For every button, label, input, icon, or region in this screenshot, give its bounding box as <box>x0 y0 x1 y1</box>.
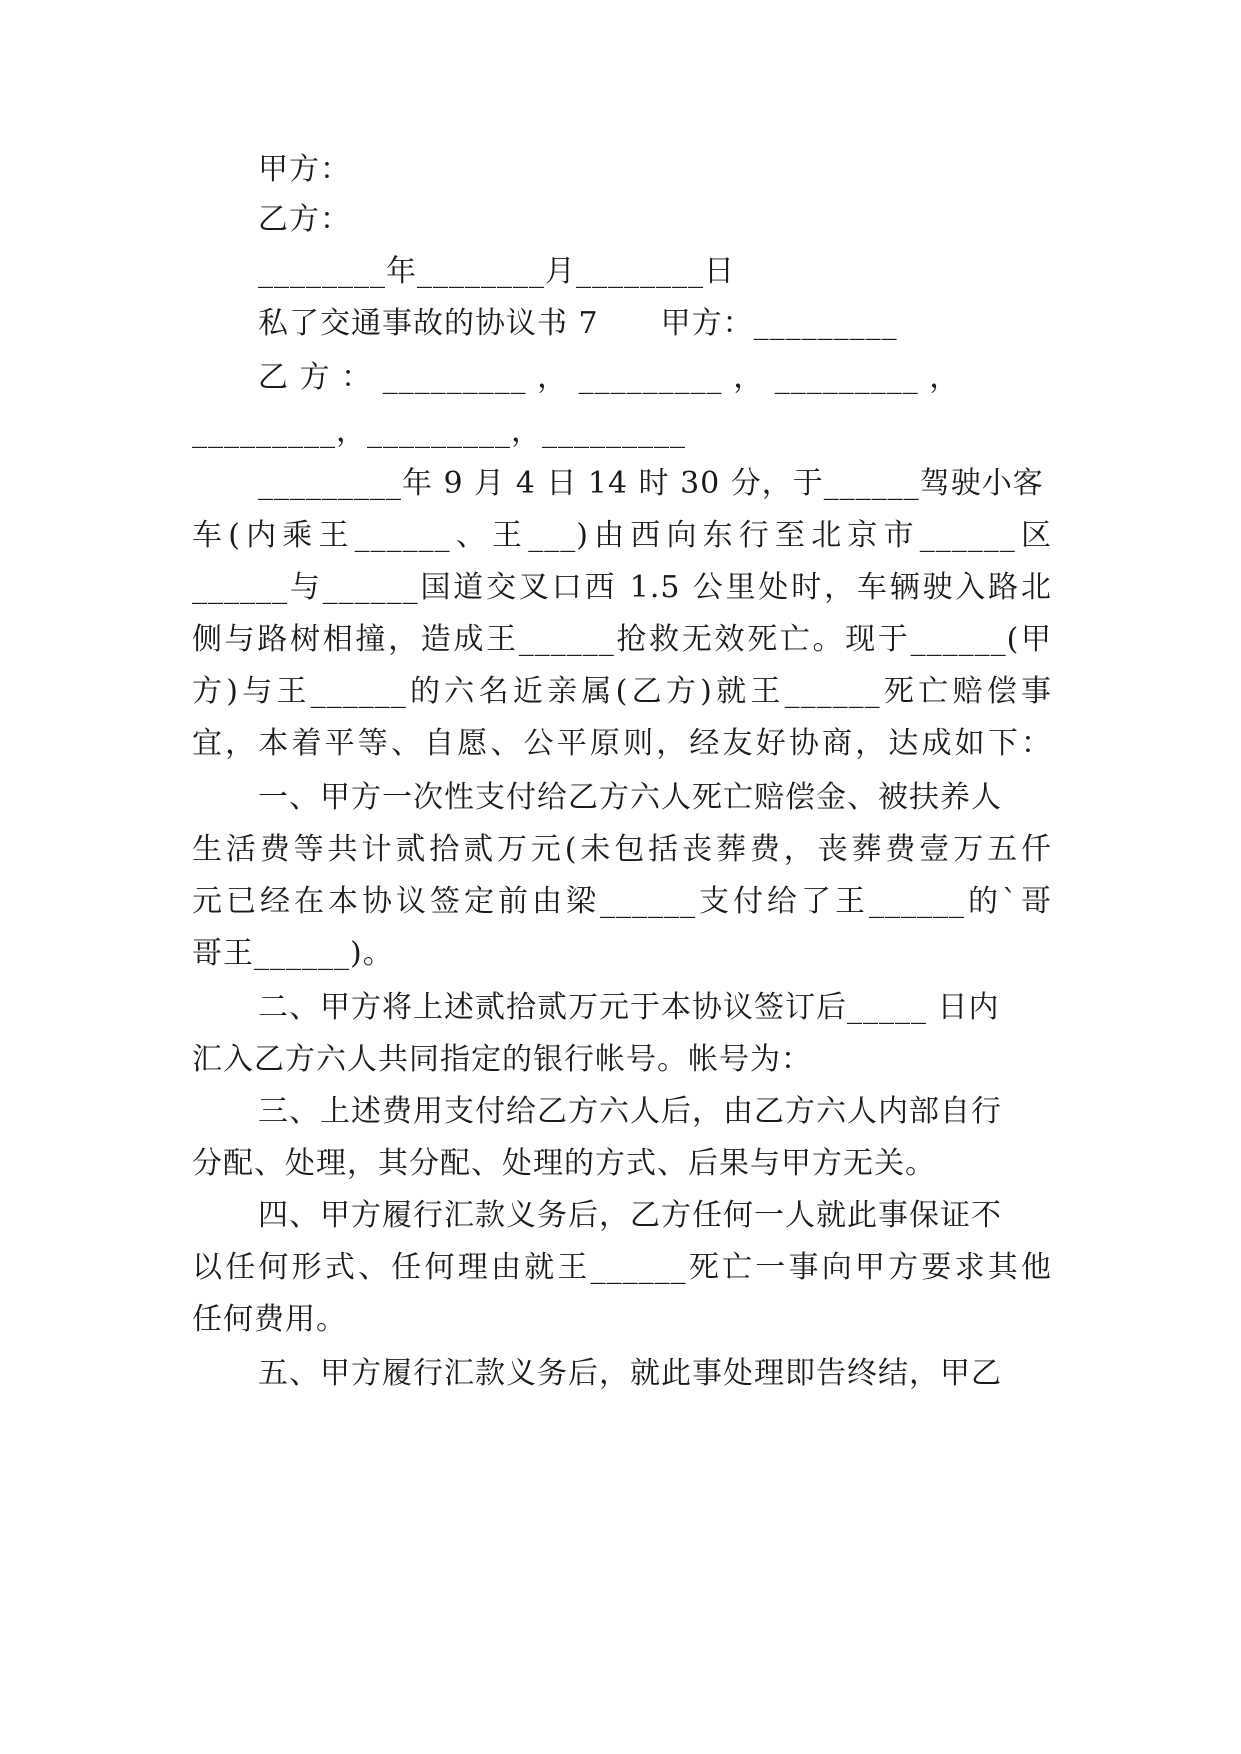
party-b-label: 乙方： <box>258 202 351 237</box>
party-a-label: 甲方： <box>258 152 351 187</box>
paragraph-line: 车(内乘王______、王___)由西向东行至北京市______区 <box>192 518 1052 553</box>
clause-four-line: 任何费用。 <box>192 1302 347 1337</box>
paragraph-line: _________年 9 月 4 日 14 时 30 分，于______驾驶小客 <box>258 466 1044 501</box>
paragraph-line: ______与______国道交叉口西 1.5 公里处时，车辆驶入路北 <box>192 570 1052 605</box>
clause-one-line: 哥王______)。 <box>192 936 394 971</box>
clause-three-line: 分配、处理，其分配、处理的方式、后果与甲方无关。 <box>192 1146 936 1181</box>
clause-one-line: 元已经在本协议签定前由梁______支付给了王______的`哥 <box>192 884 1052 919</box>
agreement-title-line: 私了交通事故的协议书 7 甲方：_________ <box>258 306 898 341</box>
clause-two-line: 汇入乙方六人共同指定的银行帐号。帐号为： <box>192 1042 812 1077</box>
party-b-names-line: 乙 方 ： _________ ， _________ ， _________ ， <box>258 360 961 395</box>
clause-five-line: 五、甲方履行汇款义务后，就此事处理即告终结，甲乙 <box>258 1356 1002 1391</box>
clause-four-line: 四、甲方履行汇款义务后，乙方任何一人就此事保证不 <box>258 1198 1002 1233</box>
paragraph-line: 宜，本着平等、自愿、公平原则，经友好协商，达成如下： <box>192 726 1052 761</box>
clause-one-line: 一、甲方一次性支付给乙方六人死亡赔偿金、被扶养人 <box>258 780 1002 815</box>
clause-one-line: 生活费等共计贰拾贰万元(未包括丧葬费，丧葬费壹万五仟 <box>192 832 1052 867</box>
clause-two-line: 二、甲方将上述贰拾贰万元于本协议签订后_____ 日内 <box>258 990 1000 1025</box>
clause-three-line: 三、上述费用支付给乙方六人后，由乙方六人内部自行 <box>258 1094 1002 1129</box>
party-b-names-continued: _________，_________，_________ <box>192 414 686 449</box>
paragraph-line: 侧与路树相撞，造成王______抢救无效死亡。现于______(甲 <box>192 622 1052 657</box>
date-line: ________年________月________日 <box>258 254 735 289</box>
paragraph-line: 方)与王______的六名近亲属(乙方)就王______死亡赔偿事 <box>192 674 1052 709</box>
clause-four-line: 以任何形式、任何理由就王______死亡一事向甲方要求其他 <box>192 1250 1052 1285</box>
